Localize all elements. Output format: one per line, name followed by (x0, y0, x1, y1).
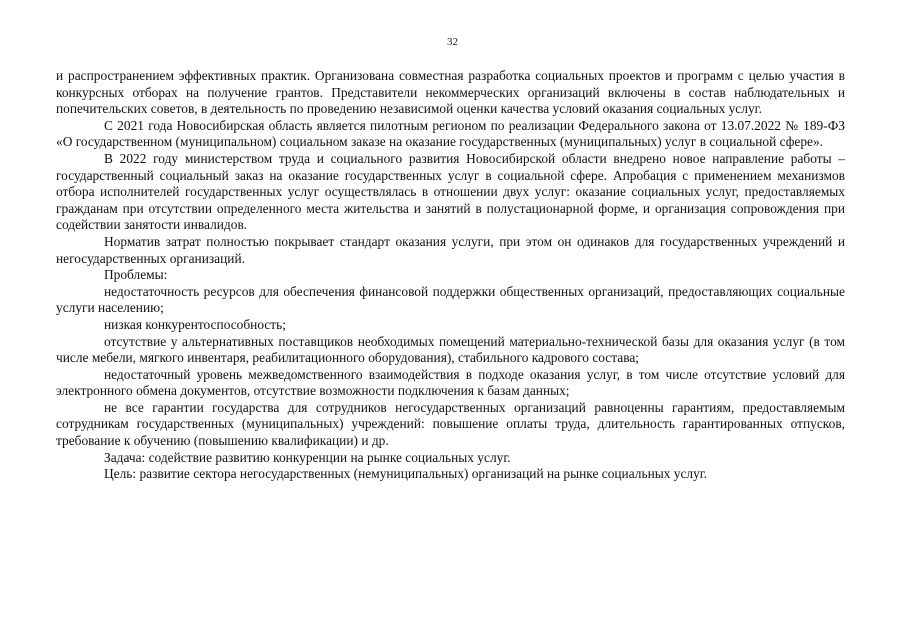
goal-statement: Цель: развитие сектора негосударственных (немуниципальных) организаций на рынке социальных услуг. (104, 466, 708, 482)
problems-heading: Проблемы: (104, 267, 168, 283)
paragraph-cost-standard: Норматив затрат полностью покрывает стандарт оказания услуги, при этом он одинаков для государственных учреждений и негосударственных организаций. (56, 233, 845, 266)
problem-item: низкая конкурентоспособность; (104, 316, 286, 332)
paragraph-pilot-region: С 2021 года Новосибирская область является пилотным регионом по реализации Федерального закона от 13.07.2022 № 189-ФЗ «О государственном (муниципальном) социальном заказе на оказание государственных (муниципальных) услуг в социальной сфере». (56, 117, 845, 150)
document-body (56, 68, 845, 483)
problem-item: не все гарантии государства для сотрудников негосударственных организаций равноценны гарантиям, предоставляемым сотрудникам государственных (муниципальных) учреждений: повышение оплаты труда, длительность гарантированных отпусков, требование к обучению (повышению квалификации) и др. (56, 399, 845, 449)
problem-item: отсутствие у альтернативных поставщиков необходимых помещений материально-технической базы для оказания услуг (в том числе мебели, мягкого инвентаря, реабилитационного оборудования), стабильного кадрового состава; (56, 333, 845, 366)
paragraph-continuation: и распространением эффективных практик. Организована совместная разработка социальных проектов и программ с целью участия в конкурсных отборах на получение грантов. Представители некоммерческих организаций включены в состав наблюдательных и попечительских советов, в деятельность по проведению независимой оценки качества условий оказания социальных услуг. (56, 68, 845, 117)
problem-item: недостаточность ресурсов для обеспечения финансовой поддержки общественных организаций, предоставляющих социальные услуги населению; (56, 283, 845, 316)
task-statement: Задача: содействие развитию конкуренции на рынке социальных услуг. (104, 449, 511, 465)
problem-item: недостаточный уровень межведомственного взаимодействия в подходе оказания услуг, в том числе отсутствие условий для электронного обмена документов, отсутствие возможности подключения к базам данных; (56, 366, 845, 399)
page-number: 32 (447, 36, 458, 48)
paragraph-social-order: В 2022 году министерством труда и социального развития Новосибирской области внедрено новое направление работы – государственный социальный заказ на оказание государственных услуг в социальной сфере. Апробация с применением механизмов отбора исполнителей государственных услуг осуществлялась в отношении двух услуг: оказание социальных услуг, предоставляемых гражданам при отсутствии определенного места жительства и занятий в полустационарной форме, и организация сопровождения при содействии занятости инвалидов. (56, 150, 845, 233)
